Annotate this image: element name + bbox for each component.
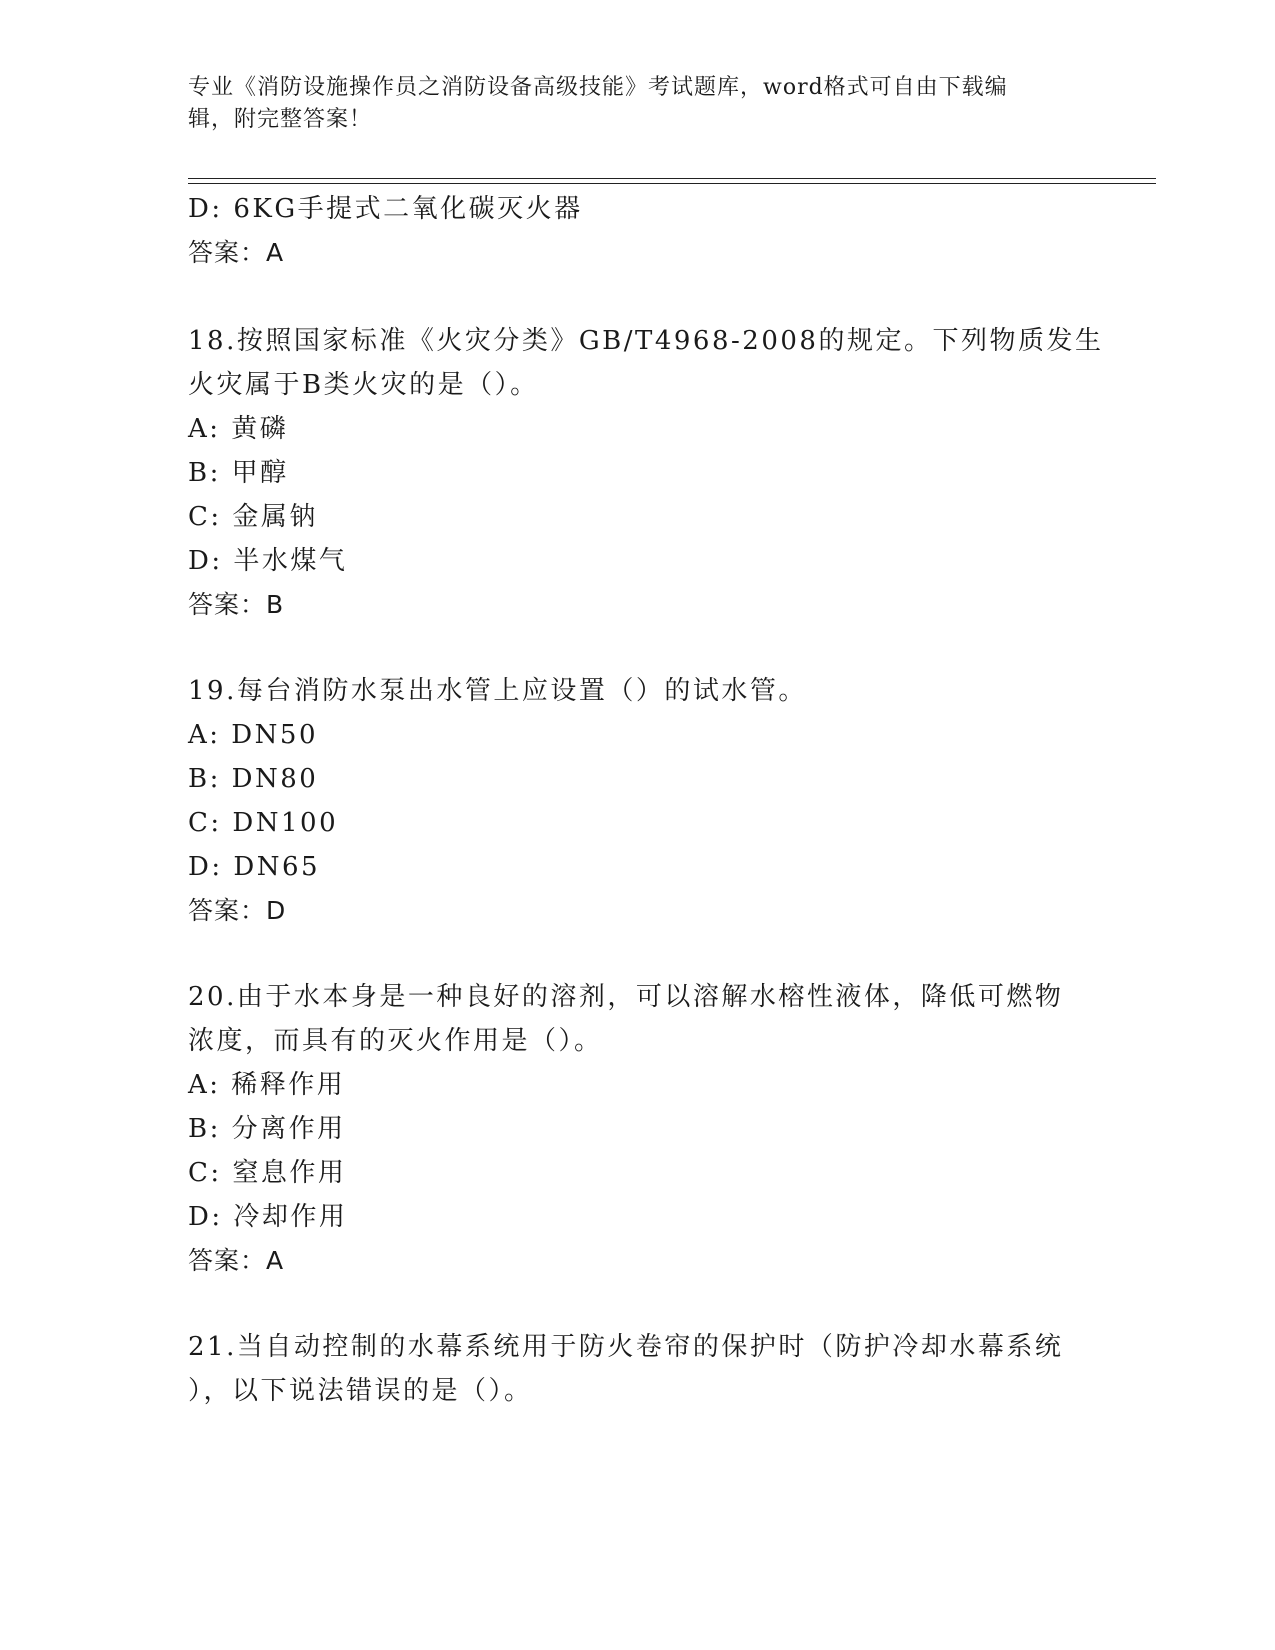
q18-option-d: D: 半水煤气 — [188, 546, 348, 576]
q20-answer: 答案：A — [188, 1246, 285, 1275]
q21-stem-line-2: ），以下说法错误的是（）。 — [188, 1376, 533, 1406]
q19-stem-line-1: 19.每台消防水泵出水管上应设置（）的试水管。 — [188, 676, 807, 706]
q19-option-d: D: DN65 — [188, 852, 321, 882]
q19-option-b: B: DN80 — [188, 764, 319, 794]
q17-option-d: D: 6KG手提式二氧化碳灭火器 — [188, 194, 583, 224]
q20-option-c: C: 窒息作用 — [188, 1158, 347, 1188]
q18-option-c: C: 金属钠 — [188, 502, 318, 532]
header-rule-top — [188, 178, 1156, 179]
q21-stem-line-1: 21.当自动控制的水幕系统用于防火卷帘的保护时（防护冷却水幕系统 — [188, 1332, 1064, 1362]
q19-option-a: A: DN50 — [188, 720, 318, 750]
header-line-2: 辑，附完整答案！ — [188, 107, 373, 132]
q20-stem-line-2: 浓度，而具有的灭火作用是（）。 — [188, 1026, 603, 1056]
header-line-1: 专业《消防设施操作员之消防设备高级技能》考试题库，word格式可自由下载编 — [188, 75, 1008, 100]
q18-stem-line-2: 火灾属于B类火灾的是（）。 — [188, 370, 539, 400]
q19-option-c: C: DN100 — [188, 808, 339, 838]
q20-option-b: B: 分离作用 — [188, 1114, 346, 1144]
q19-answer: 答案：D — [188, 896, 287, 925]
q20-option-a: A: 稀释作用 — [188, 1070, 346, 1100]
q20-option-d: D: 冷却作用 — [188, 1202, 348, 1232]
q17-answer: 答案：A — [188, 238, 285, 267]
header-rule-bottom — [188, 183, 1156, 184]
q18-stem-line-1: 18.按照国家标准《火灾分类》GB/T4968-2008的规定。下列物质发生 — [188, 326, 1104, 356]
q18-option-a: A: 黄磷 — [188, 414, 289, 444]
q20-stem-line-1: 20.由于水本身是一种良好的溶剂，可以溶解水榕性液体，降低可燃物 — [188, 982, 1064, 1012]
document-header — [188, 72, 1088, 136]
q18-option-b: B: 甲醇 — [188, 458, 289, 488]
q18-answer: 答案：B — [188, 590, 285, 619]
